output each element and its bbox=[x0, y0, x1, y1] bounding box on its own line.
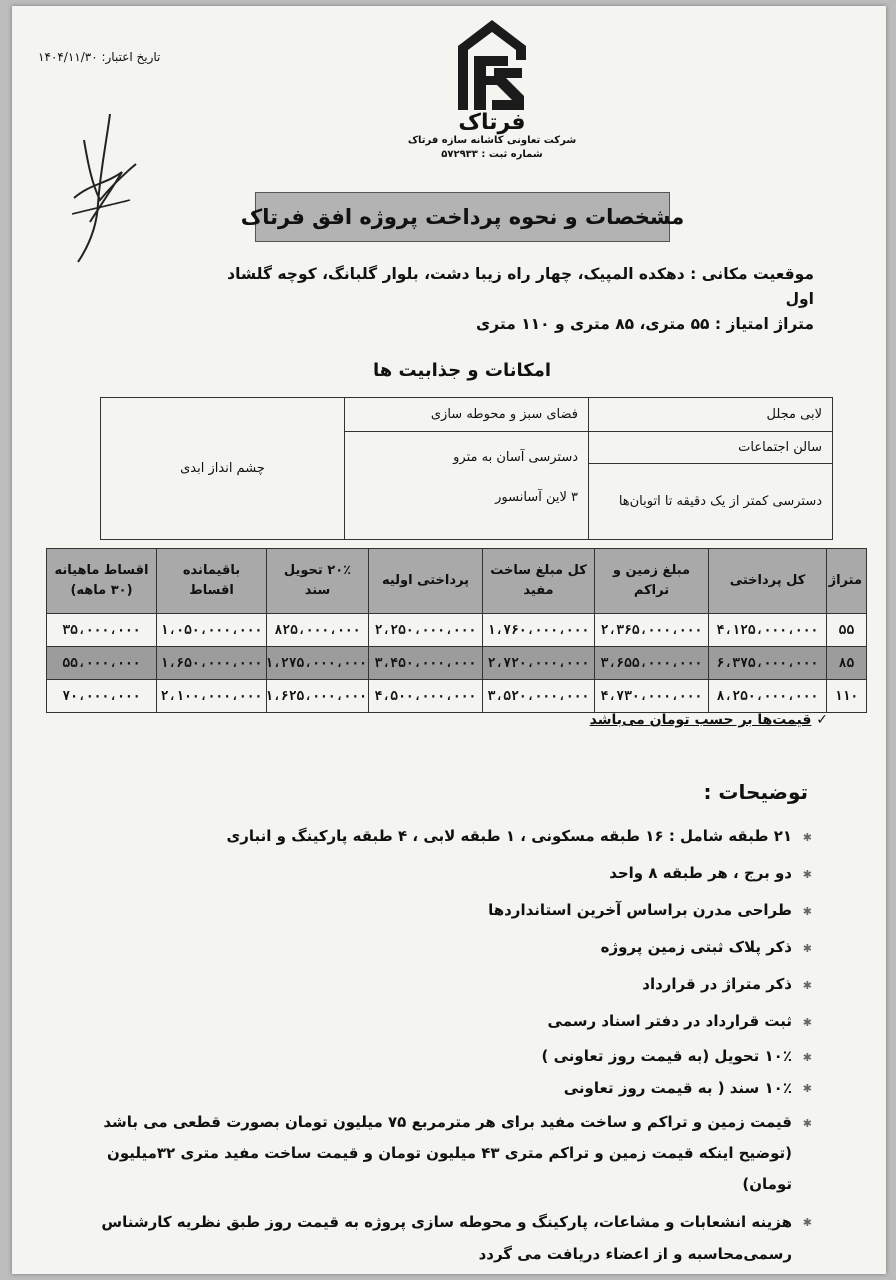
company-name: شرکت تعاونی کاشانه سازه فرتاک bbox=[407, 135, 577, 146]
description-list bbox=[92, 818, 812, 1270]
table-cell: ۳،۶۵۵،۰۰۰،۰۰۰ bbox=[595, 647, 709, 680]
table-cell: ۲،۱۰۰،۰۰۰،۰۰۰ bbox=[157, 680, 267, 713]
features-table bbox=[100, 397, 833, 540]
table-row bbox=[47, 614, 867, 647]
table-cell: ۱۱۰ bbox=[827, 680, 867, 713]
list-item: ✱ قیمت زمین و تراکم و ساخت مفید برای هر مترمربع ۷۵ میلیون تومان بصورت قطعی می باشد (توضیح اینکه قیمت زمین و تراکم متری ۴۳ میلیون تومان و قیمت ساخت مفید متری ۳۲میلیون تومان) bbox=[92, 1107, 812, 1200]
page-title: مشخصات و نحوه پرداخت پروژه افق فرتاک bbox=[255, 192, 670, 242]
list-item: ✱ ۲۱ طبقه شامل : ۱۶ طبقه مسکونی ، ۱ طبقه لابی ، ۴ طبقه پارکینگ و انباری bbox=[92, 818, 812, 855]
fartak-logo-icon bbox=[454, 16, 530, 112]
price-note-text: قیمت‌ها بر حسب تومان می‌باشد bbox=[589, 712, 812, 728]
price-note bbox=[590, 712, 828, 728]
description-title: توضیحات : bbox=[703, 780, 808, 804]
location-line: موقعیت مکانی : دهکده المپیک، چهار راه زیبا دشت، بلوار گلبانگ، کوچه گلشاد اول bbox=[227, 265, 814, 308]
validity-date: تاریخ اعتبار: ۱۴۰۴/۱۱/۳۰ bbox=[38, 50, 161, 64]
checkmark-icon: ✓ bbox=[816, 712, 828, 728]
table-cell: ۱،۲۷۵،۰۰۰،۰۰۰ bbox=[267, 647, 369, 680]
document-page bbox=[12, 6, 886, 1274]
logo-name: فرتاک bbox=[458, 110, 526, 135]
table-header-row bbox=[47, 549, 867, 614]
feature-cell: فضای سبز و محوطه سازی bbox=[345, 398, 589, 432]
column-header: ۲۰٪ تحویل سند bbox=[267, 549, 369, 614]
table-cell: ۵۵،۰۰۰،۰۰۰ bbox=[47, 647, 157, 680]
registration-number: شماره ثبت : ۵۷۲۹۳۳ bbox=[441, 149, 543, 160]
table-cell: ۵۵ bbox=[827, 614, 867, 647]
table-cell: ۴،۱۲۵،۰۰۰،۰۰۰ bbox=[709, 614, 827, 647]
table-cell: ۸۲۵،۰۰۰،۰۰۰ bbox=[267, 614, 369, 647]
table-cell: ۱،۶۲۵،۰۰۰،۰۰۰ bbox=[267, 680, 369, 713]
price-table bbox=[46, 548, 867, 713]
feature-cell: دسترسی کمتر از یک دقیقه تا اتوبان‌ها bbox=[589, 464, 833, 540]
column-header: پرداختی اولیه bbox=[369, 549, 483, 614]
list-item: ✱ ۱۰٪ سند ( به قیمت روز تعاونی bbox=[92, 1073, 812, 1103]
table-cell: ۸،۲۵۰،۰۰۰،۰۰۰ bbox=[709, 680, 827, 713]
table-row bbox=[47, 680, 867, 713]
list-item: ✱ هزینه انشعابات و مشاعات، پارکینگ و محوطه سازی پروژه به قیمت روز طبق نظریه کارشناس رسمی‌محاسبه و از اعضاء دریافت می گردد bbox=[92, 1206, 812, 1270]
column-header: متراژ bbox=[827, 549, 867, 614]
column-header: اقساط ماهیانه (۳۰ ماهه) bbox=[47, 549, 157, 614]
list-item: ✱ دو برج ، هر طبقه ۸ واحد bbox=[92, 855, 812, 892]
table-cell: ۲،۲۵۰،۰۰۰،۰۰۰ bbox=[369, 614, 483, 647]
features-title: امکانات و جذابیت ها bbox=[372, 360, 552, 381]
column-header: کل پرداختی bbox=[709, 549, 827, 614]
feature-text: دسترسی آسان به مترو bbox=[453, 450, 578, 465]
table-cell: ۱،۷۶۰،۰۰۰،۰۰۰ bbox=[483, 614, 595, 647]
table-cell: ۴،۷۳۰،۰۰۰،۰۰۰ bbox=[595, 680, 709, 713]
column-header: مبلغ زمین و تراکم bbox=[595, 549, 709, 614]
table-cell: ۷۰،۰۰۰،۰۰۰ bbox=[47, 680, 157, 713]
signature-icon bbox=[70, 114, 140, 264]
table-cell: ۲،۳۶۵،۰۰۰،۰۰۰ bbox=[595, 614, 709, 647]
table-cell: ۸۵ bbox=[827, 647, 867, 680]
table-cell: ۳،۴۵۰،۰۰۰،۰۰۰ bbox=[369, 647, 483, 680]
table-cell: ۳،۵۲۰،۰۰۰،۰۰۰ bbox=[483, 680, 595, 713]
company-logo bbox=[407, 16, 577, 162]
list-item: ✱ ۱۰٪ تحویل (به قیمت روز تعاونی ) bbox=[92, 1040, 812, 1073]
list-item: ✱ طراحی مدرن براساس آخرین استانداردها bbox=[92, 892, 812, 929]
feature-cell: سالن اجتماعات bbox=[589, 432, 833, 464]
feature-cell: لابی مجلل bbox=[589, 398, 833, 432]
list-item: ✱ ذکر متراژ در قرارداد bbox=[92, 966, 812, 1003]
feature-cell bbox=[345, 432, 589, 540]
list-item: ✱ ثبت قرارداد در دفتر اسناد رسمی bbox=[92, 1003, 812, 1040]
table-cell: ۱،۰۵۰،۰۰۰،۰۰۰ bbox=[157, 614, 267, 647]
table-cell: ۳۵،۰۰۰،۰۰۰ bbox=[47, 614, 157, 647]
table-cell: ۲،۷۲۰،۰۰۰،۰۰۰ bbox=[483, 647, 595, 680]
table-row bbox=[47, 647, 867, 680]
column-header: باقیمانده اقساط bbox=[157, 549, 267, 614]
project-info bbox=[194, 262, 814, 337]
table-cell: ۶،۳۷۵،۰۰۰،۰۰۰ bbox=[709, 647, 827, 680]
list-item: ✱ ذکر پلاک ثبتی زمین پروژه bbox=[92, 929, 812, 966]
column-header: کل مبلغ ساخت مفید bbox=[483, 549, 595, 614]
feature-cell: چشم انداز ابدی bbox=[101, 398, 345, 540]
feature-text: ۳ لاین آسانسور bbox=[495, 490, 578, 505]
sizes-line: متراژ امتیاز : ۵۵ متری، ۸۵ متری و ۱۱۰ متری bbox=[476, 315, 814, 333]
table-cell: ۱،۶۵۰،۰۰۰،۰۰۰ bbox=[157, 647, 267, 680]
table-cell: ۴،۵۰۰،۰۰۰،۰۰۰ bbox=[369, 680, 483, 713]
